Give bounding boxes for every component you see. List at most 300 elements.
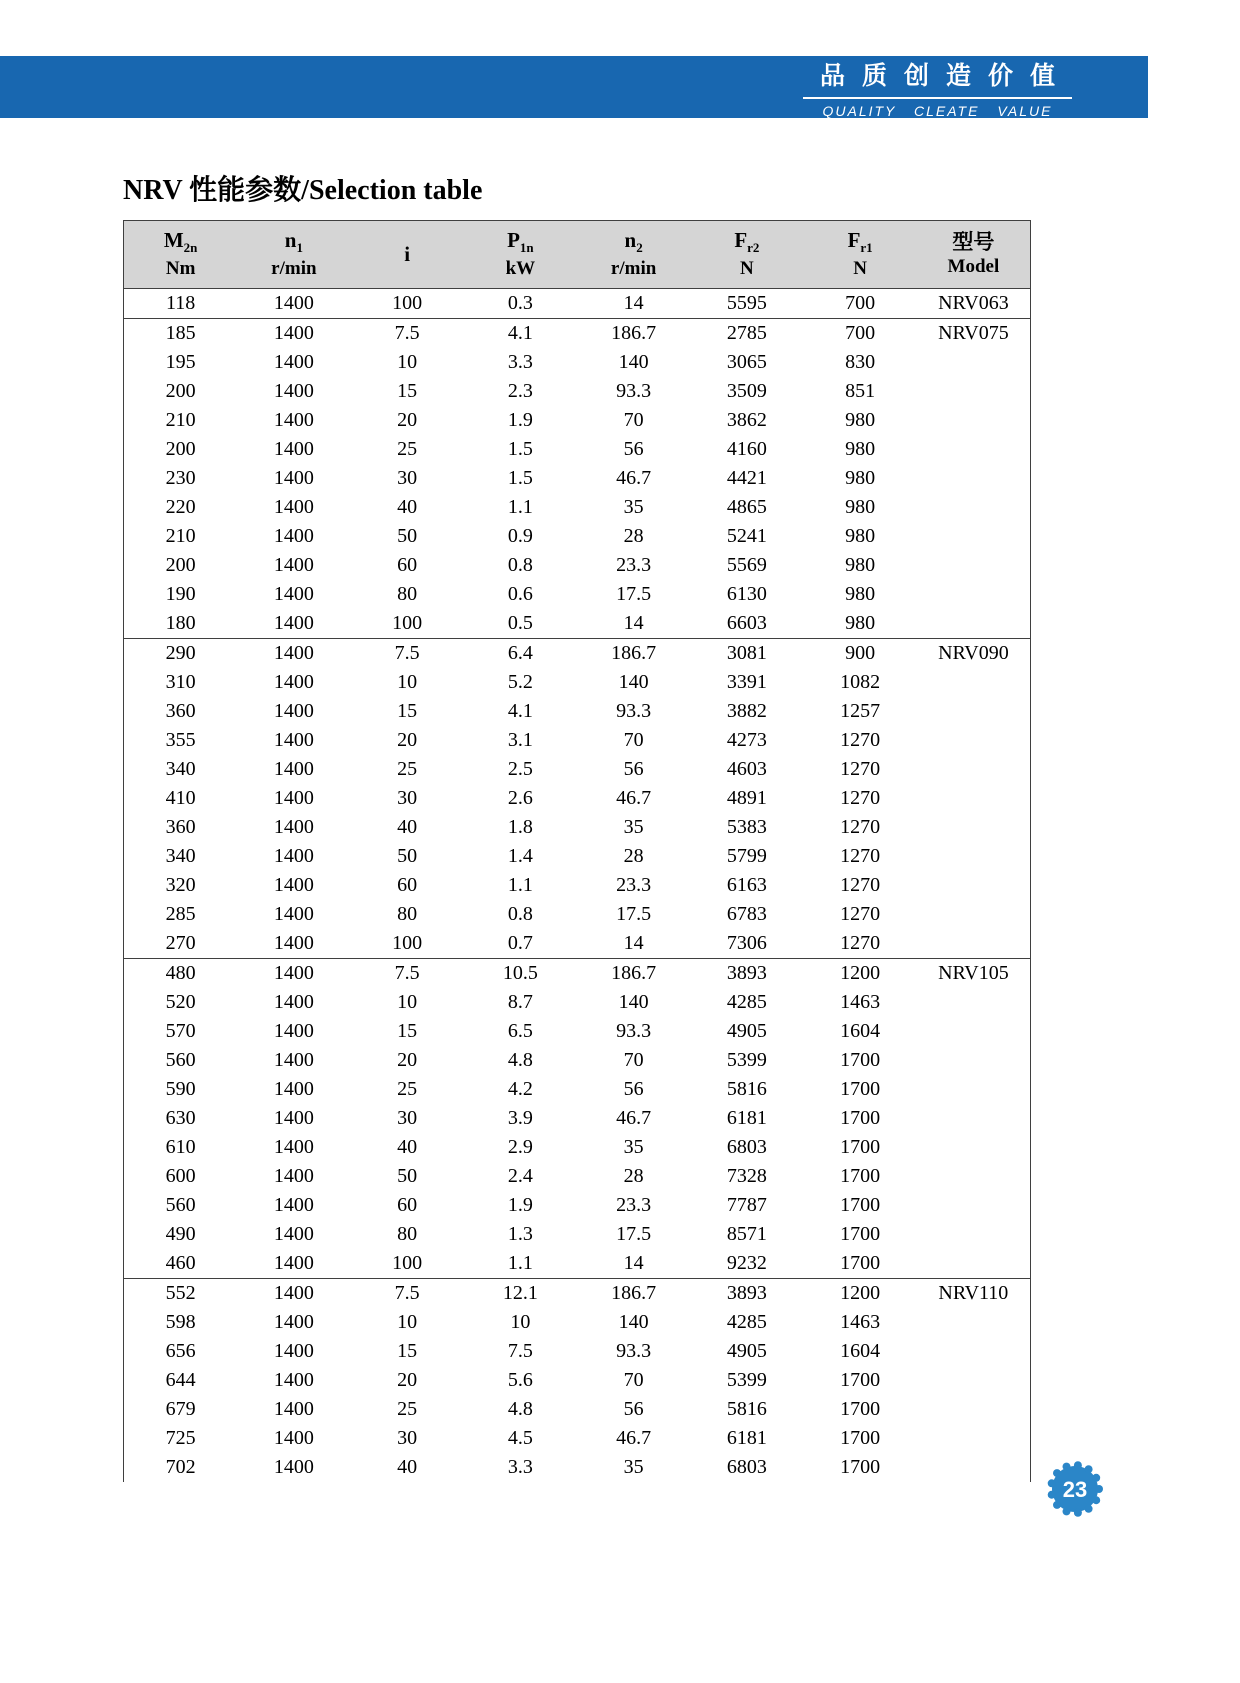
page-number-badge: [1046, 1460, 1104, 1518]
table-cell: 1400: [273, 815, 314, 838]
table-cell: 900: [804, 638, 917, 668]
table-cell: 12.1: [464, 1278, 577, 1308]
table-cell: 5.2: [507, 670, 533, 693]
table-row: [124, 1278, 1030, 1308]
table-cell: 520: [165, 990, 196, 1013]
column-symbol: $F_{r1}$: [847, 228, 873, 256]
table-row: [124, 493, 1030, 522]
table-cell: 3391: [726, 670, 767, 693]
table-row: [124, 668, 1030, 697]
table-cell: 1.4: [507, 844, 533, 867]
table-cell: 35: [623, 1135, 644, 1158]
table-cell: 2785: [690, 318, 803, 348]
table-cell: 70: [623, 1048, 644, 1071]
table-row: [124, 958, 1030, 988]
table-cell: 35: [623, 815, 644, 838]
table-cell: 100: [392, 291, 423, 314]
table-cell: 6783: [726, 902, 767, 925]
column-header: [237, 221, 350, 288]
table-cell: 7.5: [507, 1339, 533, 1362]
table-cell: 10: [397, 350, 418, 373]
table-cell: 360: [165, 699, 196, 722]
table-cell: 1700: [840, 1368, 881, 1391]
table-cell: 270: [165, 931, 196, 954]
column-header: [464, 221, 577, 288]
table-cell: 355: [165, 728, 196, 751]
table-cell: 644: [165, 1368, 196, 1391]
table-cell: 6803: [726, 1135, 767, 1158]
table-row: [124, 1075, 1030, 1104]
column-symbol: $F_{r2}$: [734, 228, 760, 256]
page-title: NRV 性能参数/Selection table: [123, 175, 483, 206]
column-header: [351, 221, 464, 288]
table-cell: 6130: [726, 582, 767, 605]
table-cell: 17.5: [616, 1222, 652, 1245]
table-cell: 35: [623, 1455, 644, 1478]
table-cell: 1257: [840, 699, 881, 722]
table-row: [124, 580, 1030, 609]
table-cell: 4905: [726, 1019, 767, 1042]
table-cell: 1400: [273, 1164, 314, 1187]
table-header-row: [124, 221, 1030, 288]
table-cell: 700: [845, 291, 876, 314]
table-cell: 3882: [726, 699, 767, 722]
table-row: [124, 406, 1030, 435]
table-cell: 980: [845, 524, 876, 547]
table-cell: 56: [623, 1077, 644, 1100]
table-row: [124, 871, 1030, 900]
table-cell: 1700: [840, 1193, 881, 1216]
table-cell: 186.7: [577, 318, 690, 348]
slogan-english: QUALITY CLEATE VALUE: [822, 102, 1053, 119]
table-cell: 6603: [726, 611, 767, 634]
table-cell: 7787: [726, 1193, 767, 1216]
table-row: [124, 1424, 1030, 1453]
column-symbol: $P_{1n}$: [507, 228, 534, 256]
table-cell: 1400: [273, 1048, 314, 1071]
table-cell: 20: [397, 1048, 418, 1071]
table-cell: 1700: [840, 1455, 881, 1478]
table-cell: 7.5: [351, 958, 464, 988]
table-row: [124, 348, 1030, 377]
table-cell: 851: [845, 379, 876, 402]
table-cell: 0.6: [507, 582, 533, 605]
table-cell: 3.3: [507, 350, 533, 373]
table-cell: 1400: [273, 379, 314, 402]
table-cell: 140: [618, 1310, 649, 1333]
table-cell: 570: [165, 1019, 196, 1042]
table-row: [124, 784, 1030, 813]
table-cell: 30: [397, 786, 418, 809]
table-cell: 7306: [726, 931, 767, 954]
table-cell: 4285: [726, 990, 767, 1013]
table-cell: 5399: [726, 1048, 767, 1071]
table-cell: 0.8: [507, 902, 533, 925]
table-cell: 100: [392, 1251, 423, 1274]
column-symbol: $n_2$: [624, 228, 643, 256]
table-cell: 40: [397, 1135, 418, 1158]
table-cell: 0.3: [507, 291, 533, 314]
table-cell: 17.5: [616, 902, 652, 925]
table-row: [124, 318, 1030, 348]
table-cell: 460: [165, 1251, 196, 1274]
table-cell: 10: [510, 1310, 531, 1333]
table-cell: 190: [165, 582, 196, 605]
table-cell: 1400: [273, 611, 314, 634]
table-cell: 679: [165, 1397, 196, 1420]
table-cell: 6803: [726, 1455, 767, 1478]
table-cell: 14: [623, 1251, 644, 1274]
table-cell: 17.5: [616, 582, 652, 605]
table-cell: 30: [397, 466, 418, 489]
table-cell: 630: [165, 1106, 196, 1129]
table-cell: 700: [804, 318, 917, 348]
table-cell: 23.3: [616, 1193, 652, 1216]
table-cell: 5241: [726, 524, 767, 547]
table-cell: 7328: [726, 1164, 767, 1187]
table-cell: 0.7: [507, 931, 533, 954]
table-cell: 1270: [840, 902, 881, 925]
table-cell: 1400: [273, 873, 314, 896]
column-header: [690, 221, 803, 288]
table-row: [124, 1046, 1030, 1075]
table-cell: 1400: [273, 1310, 314, 1333]
table-cell: 4285: [726, 1310, 767, 1333]
table-cell: 1400: [273, 1222, 314, 1245]
table-cell: 8571: [726, 1222, 767, 1245]
model-cell: NRV090: [917, 638, 1030, 958]
table-cell: 1400: [273, 1019, 314, 1042]
table-cell: 1270: [840, 815, 881, 838]
table-cell: 980: [845, 408, 876, 431]
model-cell: NRV075: [917, 318, 1030, 638]
table-cell: 1.1: [507, 495, 533, 518]
table-cell: 4865: [726, 495, 767, 518]
table-cell: 980: [845, 437, 876, 460]
table-cell: 4.8: [507, 1397, 533, 1420]
table-cell: 1.3: [507, 1222, 533, 1245]
column-unit: r/min: [271, 257, 317, 279]
column-unit: N: [853, 257, 867, 279]
table-cell: 1463: [840, 990, 881, 1013]
table-cell: 1.1: [507, 1251, 533, 1274]
table-cell: 9232: [726, 1251, 767, 1274]
table-row: [124, 1366, 1030, 1395]
table-cell: 490: [165, 1222, 196, 1245]
table-row: [124, 609, 1030, 639]
table-cell: 60: [397, 1193, 418, 1216]
table-cell: 310: [165, 670, 196, 693]
table-cell: 7.5: [351, 638, 464, 668]
table-cell: 46.7: [616, 1106, 652, 1129]
table-cell: 25: [397, 437, 418, 460]
table-cell: 5383: [726, 815, 767, 838]
table-row: [124, 988, 1030, 1017]
table-cell: 4.1: [507, 699, 533, 722]
table-cell: 30: [397, 1106, 418, 1129]
column-unit: N: [740, 257, 754, 279]
table-cell: 93.3: [616, 379, 652, 402]
table-row: [124, 1133, 1030, 1162]
table-row: [124, 435, 1030, 464]
table-row: [124, 813, 1030, 842]
table-cell: 1400: [273, 728, 314, 751]
table-cell: 1400: [237, 638, 350, 668]
table-cell: 80: [397, 1222, 418, 1245]
table-cell: 93.3: [616, 699, 652, 722]
table-cell: 70: [623, 728, 644, 751]
gear-badge-svg: [1046, 1460, 1104, 1518]
table-cell: 1400: [237, 958, 350, 988]
table-cell: 1400: [273, 1397, 314, 1420]
table-cell: 100: [392, 931, 423, 954]
table-cell: 1400: [273, 291, 314, 314]
table-cell: 6.5: [507, 1019, 533, 1042]
table-row: [124, 1249, 1030, 1279]
table-cell: 8.7: [507, 990, 533, 1013]
table-cell: 285: [165, 902, 196, 925]
table-cell: 1400: [273, 699, 314, 722]
table-cell: 46.7: [616, 466, 652, 489]
table-cell: 1400: [273, 437, 314, 460]
table-cell: 7.5: [351, 318, 464, 348]
table-cell: 610: [165, 1135, 196, 1158]
table-cell: 10: [397, 990, 418, 1013]
table-cell: 340: [165, 844, 196, 867]
table-cell: 1.9: [507, 408, 533, 431]
table-cell: 552: [124, 1278, 237, 1308]
table-cell: 195: [165, 350, 196, 373]
table-row: [124, 1220, 1030, 1249]
table-body: [124, 288, 1030, 1482]
table-cell: 340: [165, 757, 196, 780]
table-cell: 1400: [273, 1455, 314, 1478]
table-cell: 0.8: [507, 553, 533, 576]
table-cell: 40: [397, 815, 418, 838]
table-cell: 6.4: [464, 638, 577, 668]
column-unit: kW: [505, 257, 536, 279]
table-cell: 50: [397, 844, 418, 867]
column-header: [804, 221, 917, 288]
table-cell: 1400: [273, 1193, 314, 1216]
table-cell: 6163: [726, 873, 767, 896]
table-cell: 200: [165, 553, 196, 576]
table-head: [124, 221, 1030, 288]
table-cell: 1.1: [507, 873, 533, 896]
table-cell: 0.9: [507, 524, 533, 547]
table-cell: 140: [618, 990, 649, 1013]
table-cell: 10: [397, 670, 418, 693]
table-cell: 5.6: [507, 1368, 533, 1391]
table-cell: 4603: [726, 757, 767, 780]
table-cell: 1604: [840, 1339, 881, 1362]
table-cell: 830: [845, 350, 876, 373]
table-cell: 1082: [840, 670, 881, 693]
column-header: [917, 221, 1030, 288]
table-cell: 1270: [840, 728, 881, 751]
table-cell: 4421: [726, 466, 767, 489]
table-cell: 1400: [273, 902, 314, 925]
column-symbol: 型号: [952, 229, 995, 254]
table-cell: 1700: [840, 1135, 881, 1158]
table-cell: 93.3: [616, 1019, 652, 1042]
table-cell: 656: [165, 1339, 196, 1362]
table-cell: 1.8: [507, 815, 533, 838]
table-cell: 1700: [840, 1048, 881, 1071]
column-unit: Model: [947, 256, 1000, 278]
table-cell: 70: [623, 408, 644, 431]
table-cell: 14: [623, 931, 644, 954]
table-cell: 1.5: [507, 466, 533, 489]
column-symbol: $n_1$: [284, 228, 303, 256]
model-cell: NRV063: [938, 291, 1009, 314]
table-cell: 186.7: [577, 1278, 690, 1308]
table-cell: 1270: [840, 757, 881, 780]
table-cell: 28: [623, 524, 644, 547]
table-cell: 1400: [273, 1106, 314, 1129]
slogan-chinese: 品质创造价值: [803, 56, 1072, 99]
table-cell: 20: [397, 728, 418, 751]
table-cell: 5816: [726, 1397, 767, 1420]
brand-slogan: [803, 56, 1072, 119]
table-cell: 1400: [273, 1426, 314, 1449]
table-cell: 220: [165, 495, 196, 518]
table-cell: 598: [165, 1310, 196, 1333]
table-cell: 980: [845, 582, 876, 605]
table-cell: 20: [397, 1368, 418, 1391]
table-cell: 1400: [273, 1077, 314, 1100]
table-cell: 200: [165, 379, 196, 402]
table-cell: 25: [397, 757, 418, 780]
table-row: [124, 638, 1030, 668]
table-cell: 980: [845, 466, 876, 489]
column-unit: Nm: [165, 257, 196, 279]
table-cell: 40: [397, 1455, 418, 1478]
table-cell: 0.5: [507, 611, 533, 634]
table-cell: 4891: [726, 786, 767, 809]
table-cell: 2.9: [507, 1135, 533, 1158]
table-cell: 28: [623, 1164, 644, 1187]
table-cell: 30: [397, 1426, 418, 1449]
table-cell: 50: [397, 1164, 418, 1187]
table-row: [124, 1395, 1030, 1424]
table-cell: 360: [165, 815, 196, 838]
table-cell: 23.3: [616, 873, 652, 896]
table-cell: 56: [623, 757, 644, 780]
table-cell: 15: [397, 379, 418, 402]
table-cell: 3081: [690, 638, 803, 668]
table-cell: 5399: [726, 1368, 767, 1391]
table-cell: 15: [397, 699, 418, 722]
table-cell: 5816: [726, 1077, 767, 1100]
table-cell: 1400: [273, 408, 314, 431]
table-cell: 3.9: [507, 1106, 533, 1129]
table-cell: 1400: [273, 931, 314, 954]
table-row: [124, 1104, 1030, 1133]
table-row: [124, 929, 1030, 959]
table-cell: 1400: [273, 757, 314, 780]
table-cell: 185: [124, 318, 237, 348]
table-cell: 980: [845, 553, 876, 576]
table-cell: 1270: [840, 931, 881, 954]
table-cell: 1400: [273, 524, 314, 547]
table-cell: 10.5: [464, 958, 577, 988]
table-cell: 60: [397, 553, 418, 576]
table-cell: 4.2: [507, 1077, 533, 1100]
table-cell: 600: [165, 1164, 196, 1187]
table-cell: 702: [165, 1455, 196, 1478]
table-cell: 100: [392, 611, 423, 634]
table-cell: 20: [397, 408, 418, 431]
table-cell: 4905: [726, 1339, 767, 1362]
table-cell: 1270: [840, 786, 881, 809]
table-row: [124, 900, 1030, 929]
table-cell: 410: [165, 786, 196, 809]
table-cell: 14: [623, 291, 644, 314]
column-header: [577, 221, 690, 288]
table-cell: 2.6: [507, 786, 533, 809]
table-cell: 1400: [273, 844, 314, 867]
table-cell: 2.5: [507, 757, 533, 780]
table-cell: 80: [397, 902, 418, 925]
table-cell: 1.5: [507, 437, 533, 460]
top-bar: [0, 56, 1148, 118]
table-cell: 4160: [726, 437, 767, 460]
table-row: [124, 1308, 1030, 1337]
table-cell: 1400: [273, 786, 314, 809]
table-cell: 35: [623, 495, 644, 518]
table-cell: 560: [165, 1048, 196, 1071]
table-row: [124, 726, 1030, 755]
table-row: [124, 1191, 1030, 1220]
table-cell: 200: [165, 437, 196, 460]
table-row: [124, 1337, 1030, 1366]
table-cell: 3893: [690, 1278, 803, 1308]
table-cell: 7.5: [351, 1278, 464, 1308]
table-cell: 230: [165, 466, 196, 489]
table-cell: 14: [623, 611, 644, 634]
table-cell: 56: [623, 437, 644, 460]
table-cell: 3065: [726, 350, 767, 373]
table-cell: 320: [165, 873, 196, 896]
table-cell: 6181: [726, 1426, 767, 1449]
table-cell: 3509: [726, 379, 767, 402]
table-cell: 480: [124, 958, 237, 988]
table-row: [124, 551, 1030, 580]
table-cell: 1400: [237, 318, 350, 348]
table-cell: 5569: [726, 553, 767, 576]
table-cell: 1400: [237, 1278, 350, 1308]
table-cell: 1.9: [507, 1193, 533, 1216]
table-cell: 290: [124, 638, 237, 668]
table-cell: 93.3: [616, 1339, 652, 1362]
table-cell: 140: [618, 670, 649, 693]
table-cell: 590: [165, 1077, 196, 1100]
table-cell: 1400: [273, 670, 314, 693]
table-cell: 5799: [726, 844, 767, 867]
table-row: [124, 842, 1030, 871]
table-cell: 1700: [840, 1222, 881, 1245]
table-cell: 1400: [273, 1251, 314, 1274]
table-cell: 1463: [840, 1310, 881, 1333]
table-cell: 46.7: [616, 786, 652, 809]
table-cell: 23.3: [616, 553, 652, 576]
table-cell: 2.4: [507, 1164, 533, 1187]
table-cell: 6181: [726, 1106, 767, 1129]
table-cell: 1200: [804, 958, 917, 988]
table-row: [124, 464, 1030, 493]
table-row: [124, 1453, 1030, 1482]
